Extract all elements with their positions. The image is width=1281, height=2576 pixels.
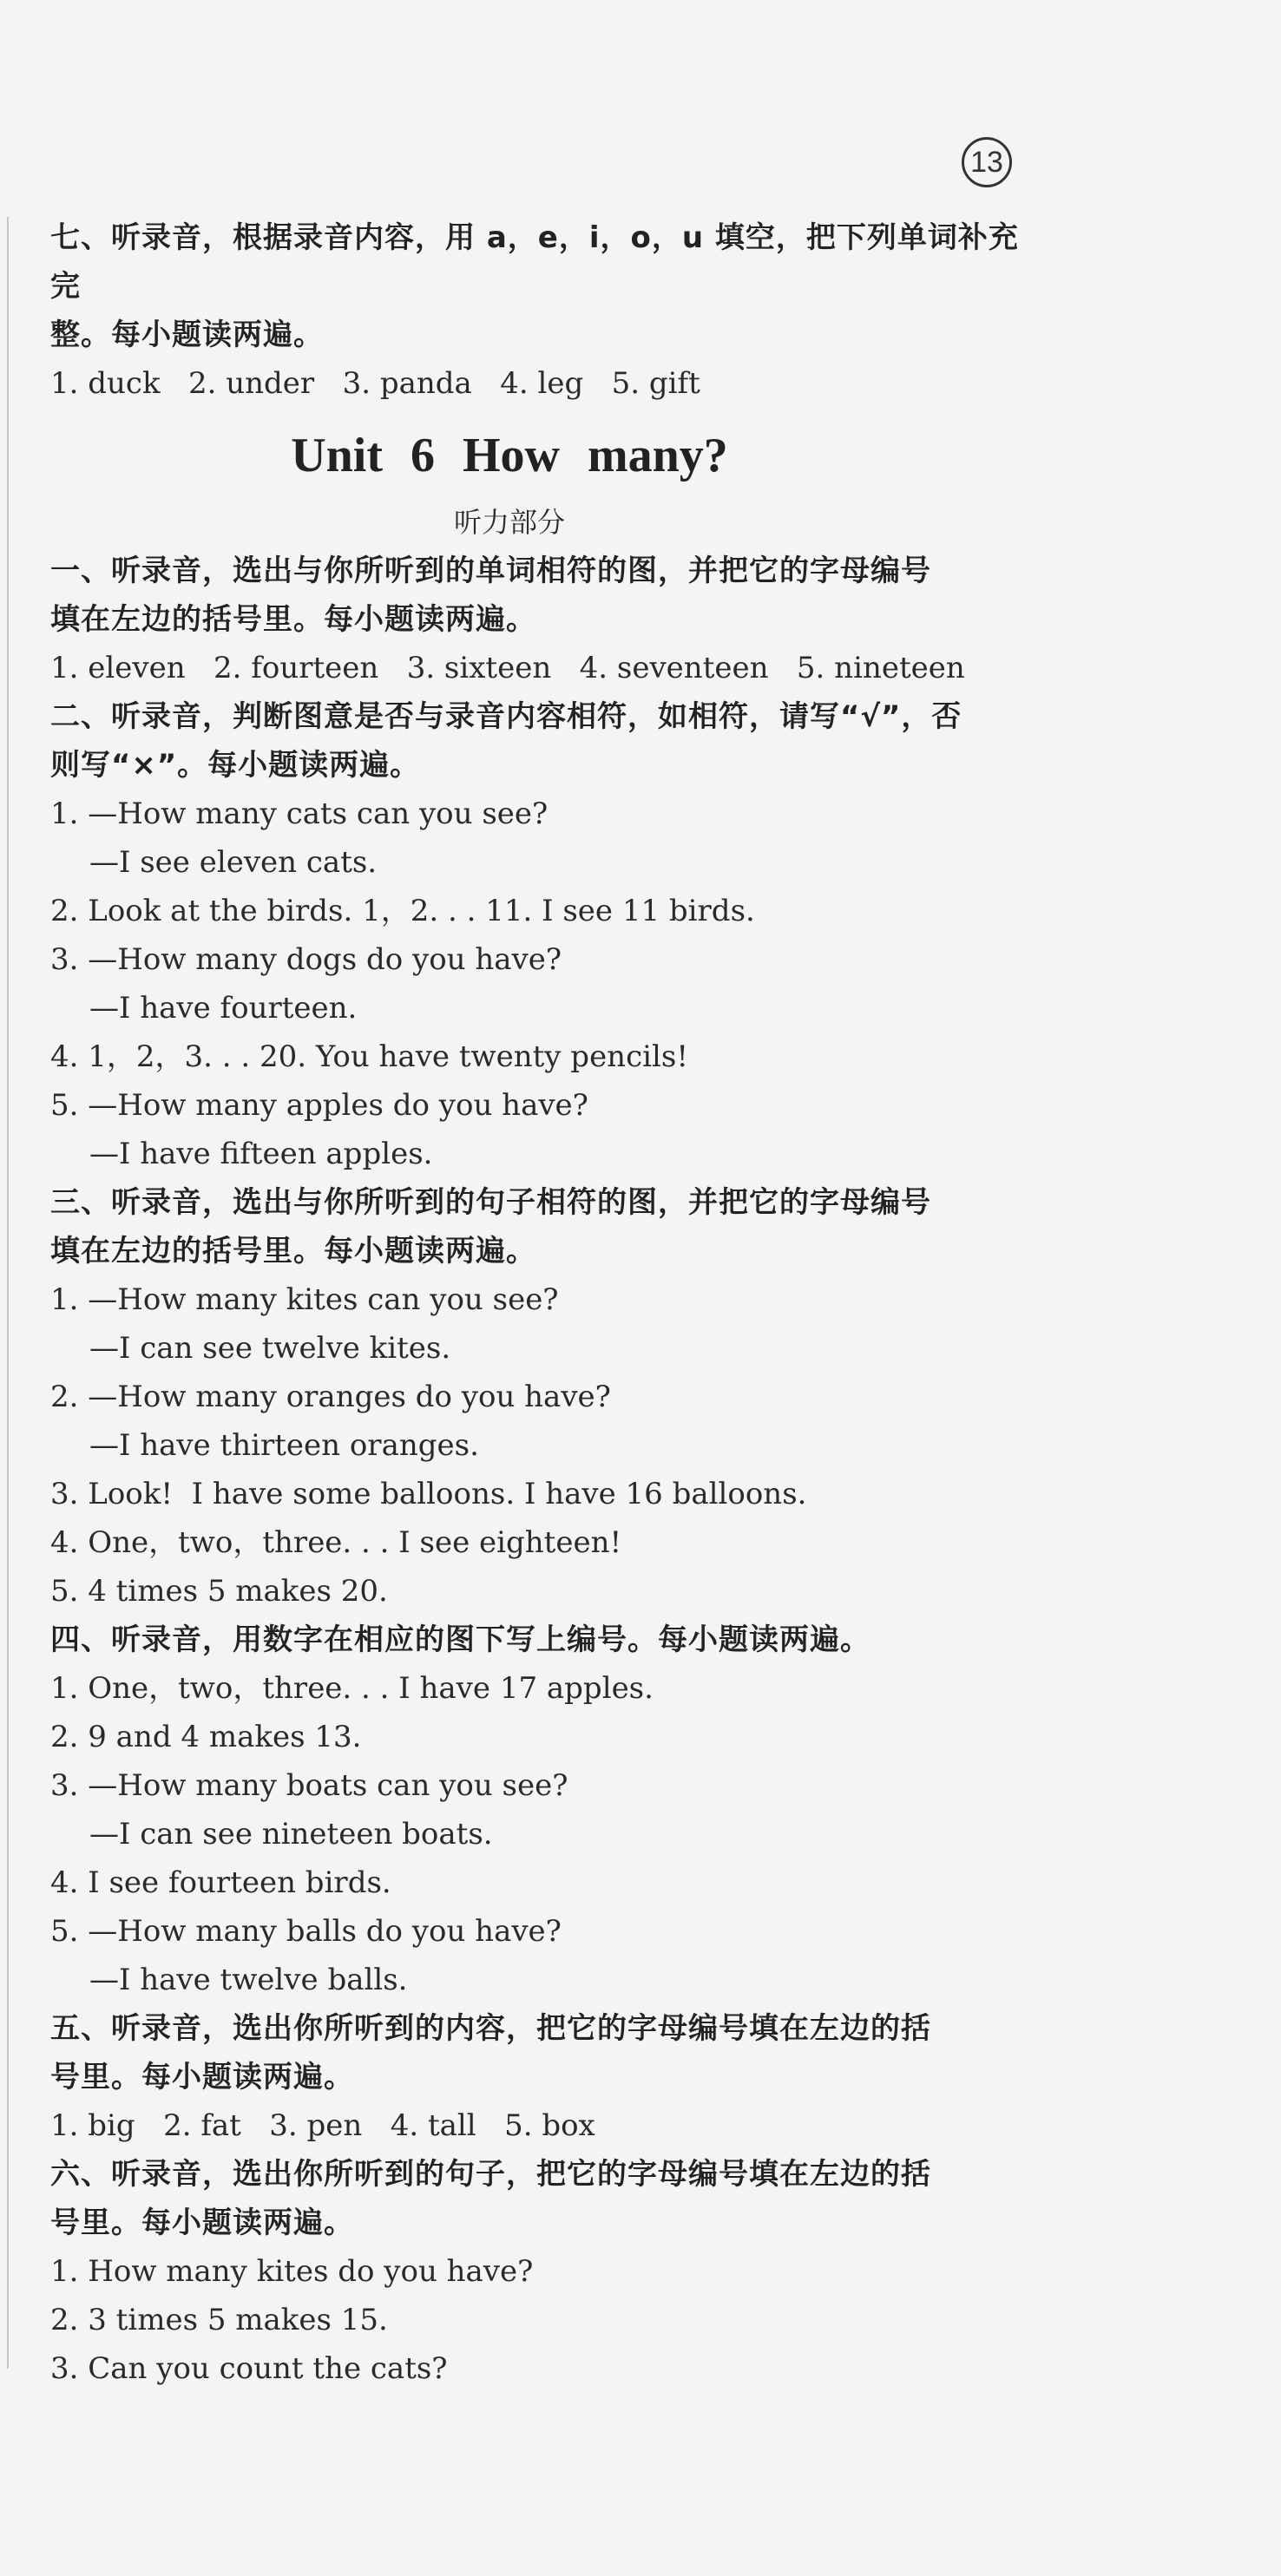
part5-heading: 五、听录音，选出你所听到的内容，把它的字母编号填在左边的括 <box>50 2011 931 2046</box>
script-line: 1. One，two，three. . . I have 17 apples. <box>50 1671 654 1706</box>
script-line: 5. —How many balls do you have? <box>50 1914 562 1949</box>
script-line: —I have thirteen oranges. <box>89 1428 479 1463</box>
part6-heading: 号里。每小题读两遍。 <box>50 2206 354 2240</box>
section-subtitle: 听力部分 <box>453 506 565 539</box>
part4-heading: 四、听录音，用数字在相应的图下写上编号。每小题读两遍。 <box>50 1622 870 1657</box>
part2-heading: 二、听录音，判断图意是否与录音内容相符，如相符，请写“√”，否 <box>50 699 962 734</box>
script-line: 3. Look! I have some balloons. I have 16 balloons. <box>50 1477 807 1511</box>
part3-heading: 填在左边的括号里。每小题读两遍。 <box>50 1234 536 1268</box>
section7-answers: 1. duck 2. under 3. panda 4. leg 5. gift <box>50 366 700 401</box>
script-line: —I can see nineteen boats. <box>89 1817 493 1852</box>
section7-heading: 七、听录音，根据录音内容，用 a，e，i，o，u 填空，把下列单词补充完 <box>50 220 1019 304</box>
section7-heading: 整。每小题读两遍。 <box>50 318 324 352</box>
page-number: 13 <box>962 137 1012 187</box>
part3-heading: 三、听录音，选出与你所听到的句子相符的图，并把它的字母编号 <box>50 1185 931 1220</box>
script-line: —I have fourteen. <box>89 991 358 1026</box>
script-line: 2. 9 and 4 makes 13. <box>50 1720 362 1754</box>
script-line: 4. One，two，three. . . I see eighteen! <box>50 1525 622 1560</box>
script-line: 4. 1，2，3. . . 20. You have twenty pencils! <box>50 1039 688 1074</box>
part1-heading: 填在左边的括号里。每小题读两遍。 <box>50 602 536 637</box>
script-line: 2. —How many oranges do you have? <box>50 1380 611 1414</box>
part1-answers: 1. eleven 2. fourteen 3. sixteen 4. seventeen 5. nineteen <box>50 651 965 685</box>
script-line: 5. —How many apples do you have? <box>50 1088 588 1123</box>
part1-heading: 一、听录音，选出与你所听到的单词相符的图，并把它的字母编号 <box>50 554 931 588</box>
script-line: 4. I see fourteen birds. <box>50 1865 391 1900</box>
part2-heading: 则写“×”。每小题读两遍。 <box>50 748 421 783</box>
script-line: 3. —How many dogs do you have? <box>50 942 562 977</box>
script-line: 3. —How many boats can you see? <box>50 1768 568 1803</box>
page-content <box>50 213 1022 2393</box>
script-line: 1. —How many cats can you see? <box>50 796 549 831</box>
script-line: —I have fifteen apples. <box>89 1137 433 1171</box>
part5-answers: 1. big 2. fat 3. pen 4. tall 5. box <box>50 2108 595 2143</box>
part6-heading: 六、听录音，选出你所听到的句子，把它的字母编号填在左边的括 <box>50 2157 931 2192</box>
script-line: 1. —How many kites can you see? <box>50 1282 559 1317</box>
script-line: —I see eleven cats. <box>89 845 378 880</box>
part5-heading: 号里。每小题读两遍。 <box>50 2060 354 2094</box>
script-line: —I have twelve balls. <box>89 1963 408 1997</box>
script-line: —I can see twelve kites. <box>89 1331 451 1366</box>
margin-rule <box>7 217 9 2369</box>
script-line: 2. 3 times 5 makes 15. <box>50 2303 388 2337</box>
unit-title: Unit 6 How many? <box>291 429 728 482</box>
script-line: 3. Can you count the cats? <box>50 2351 448 2386</box>
script-line: 2. Look at the birds. 1，2. . . 11. I see 11 birds. <box>50 894 755 928</box>
script-line: 1. How many kites do you have? <box>50 2254 534 2289</box>
script-line: 5. 4 times 5 makes 20. <box>50 1574 388 1609</box>
